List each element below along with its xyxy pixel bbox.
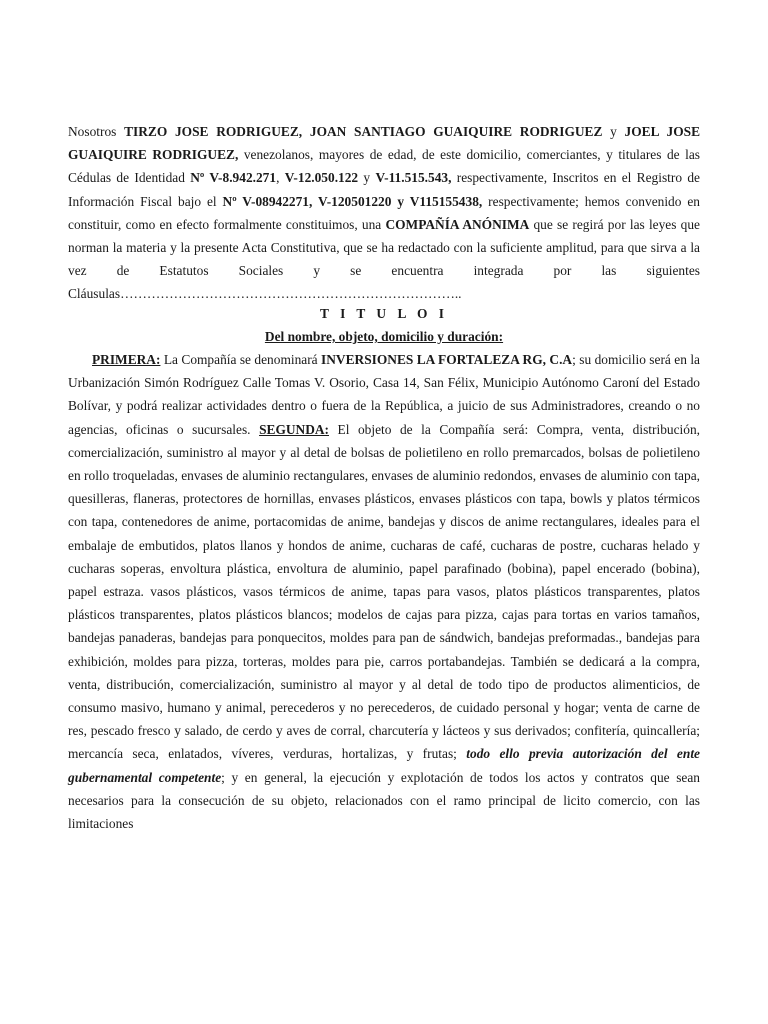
- person-name-3: JOEL JOSE GUAIQUIRE RODRIGUEZ,: [68, 124, 700, 163]
- authorization-note: todo ello previa autorización del ente gubernamental competente: [68, 746, 700, 785]
- intro-text: y: [358, 170, 376, 186]
- clause-text: La Compañía se denominará: [160, 352, 322, 368]
- id-number-3: V-11.515.543,: [375, 170, 452, 186]
- intro-text: y: [602, 124, 625, 139]
- intro-text: venezolanos, mayores de edad, de este domicilio, comerciantes, y titulares de las Cédulas de Identidad: [68, 147, 700, 186]
- id-number-1: Nº V-8.942.271: [190, 170, 277, 186]
- section-title: T I T U L O I: [320, 305, 448, 321]
- rif-numbers: Nº V-08942271, V-120501220 y V115155438,: [222, 193, 483, 209]
- intro-paragraph: [68, 120, 700, 306]
- intro-text: respectivamente; hemos convenido en constituir, como en efecto formalmente constituimos, una: [68, 193, 700, 232]
- person-name-1: TIRZO JOSE RODRIGUEZ,: [124, 124, 303, 139]
- company-name: INVERSIONES LA FORTALEZA RG, C.A: [321, 352, 573, 368]
- id-number-2: V-12.050.122: [284, 170, 359, 186]
- clause-text: El objeto de la Compañía será: Compra, venta, distribución, comercialización, suministro al mayor y al detal de bolsas de polietileno en rollo premarcados, bolsas de polietileno en rollo troqueladas, envases de aluminio rectangulares, envases de aluminio redondos, envases de aluminio con tapa, quesilleras, flaneras, protectores de hornillas, envases plásticos, envases plásticos con tapa, bowls y platos térmicos con tapa, contenedores de anime, portacomidas de anime, bandejas y discos de anime rectangulares, ideales para el embalaje de embutidos, platos llanos y hondos de anime, cucharas de café, cucharas de postre, cucharas helado y cucharas soperas, envoltura plástica, envoltura de aluminio, papel parafinado (bobina), papel encerado (bobina), papel estraza. vasos plásticos, vasos térmicos de anime, tapas para vasos, platos plásticos transparentes, platos plásticos transparentes, platos plásticos blancos; modelos de cajas para pizza, cajas para tortas en varios tamaños, bandejas panaderas, bandejas para ponquecitos, moldes para pan de sándwich, bandejas preformadas., bandejas para exhibición, moldes para pizza, torteras, moldes para pie, carros portabandejas. También se dedicará a la compra, venta, distribución, comercialización, suministro al mayor y al detal de todo tipo de productos alimenticios, de consumo masivo, humano y animal, perecederos y no perecederos, de cuidado personal y hogar; venta de carne de res, pescado fresco y salado, de cerdo y aves de corral, charcutería y lácteos y sus derivados; confitería, quincallería; mercancía seca, enlatados, víveres, verduras, hortalizas, y frutas;: [68, 421, 700, 762]
- intro-text: respectivamente, Inscritos en el Registro de Información Fiscal bajo el: [68, 170, 700, 209]
- company-type: COMPAÑÍA ANÓNIMA: [385, 216, 530, 232]
- clause-segunda-label: SEGUNDA:: [259, 421, 329, 437]
- section-subtitle-wrap: [68, 325, 700, 348]
- section-subtitle: Del nombre, objeto, domicilio y duración:: [264, 328, 504, 344]
- intro-text: ,: [276, 170, 285, 186]
- intro-text: [302, 124, 310, 139]
- document-page: [68, 120, 700, 835]
- clause-primera-label: PRIMERA:: [92, 352, 161, 368]
- intro-text: que se regirá por las leyes que norman la materia y la presente Acta Constitutiva, que se ha redactado con la suficiente amplitud, para que sirva a la vez de Estatutos Sociales y se encuentra integrada por las siguientes Cláusulas…………………………………………………………………..: [68, 216, 700, 302]
- person-name-2: JOAN SANTIAGO GUAIQUIRE RODRIGUEZ: [309, 124, 603, 139]
- clause-text: ; y en general, la ejecución y explotación de todos los actos y contratos que sean necesarios para la consecución de su objeto, relacionados con el ramo principal de licito comercio, con las limitaciones: [68, 769, 700, 832]
- intro-text: Nosotros: [68, 124, 125, 139]
- clause-text: ; su domicilio será en la Urbanización Simón Rodríguez Calle Tomas V. Osorio, Casa 14, San Félix, Municipio Autónomo Caroní del Estado Bolívar, y podrá realizar actividades dentro o fuera de la República, a juicio de sus Administradores, creando o no agencias, oficinas o sucursales.: [68, 352, 701, 437]
- clauses-paragraph: [68, 348, 700, 835]
